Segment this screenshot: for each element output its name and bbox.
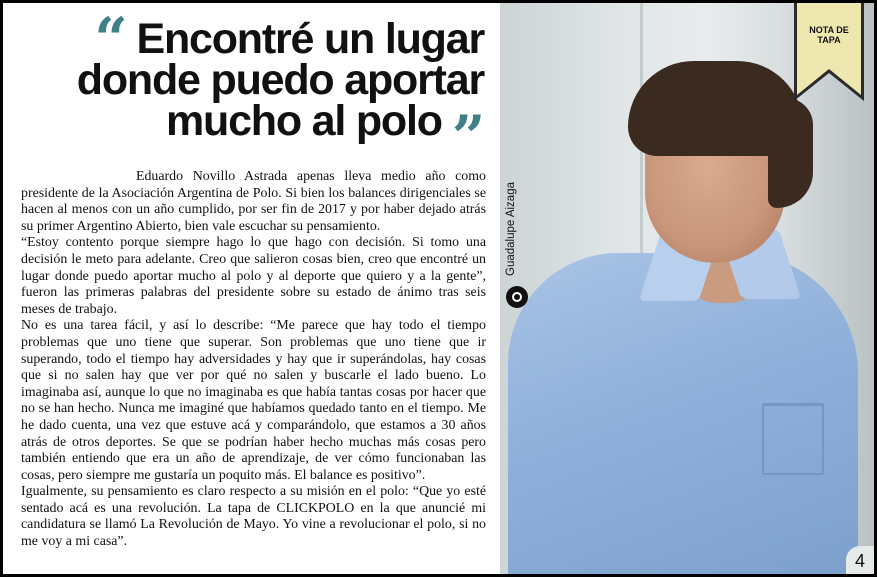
headline-line-1: “ Encontré un lugar [94, 5, 484, 73]
headline [21, 5, 486, 171]
page-number: 4 [846, 546, 874, 574]
photo-shirt-pocket [762, 403, 824, 475]
ribbon-label: NOTA DE TAPA [809, 25, 849, 45]
photo-credit-name: Guadalupe Aizaga [505, 182, 517, 276]
open-quote-mark: “ [94, 5, 127, 73]
article-column [3, 3, 500, 574]
article-paragraph: Igualmente, su pensamiento es claro respecto a su misión en el polo: “Que yo esté sentado acá es una revolución. La tapa de CLICKPOLO en la que anuncié mi candidatura se llamó La Revolución de Mayo. Yo vine a revolucionar el polo, si no me voy a mi casa”. [21, 484, 486, 550]
article-paragraph: Eduardo Novillo Astrada apenas lleva medio año como presidente de la Asociación Argentina de Polo. Si bien los balances dirigenciales se hacen al menos con un año cumplido, por ser fin de 2017 y por haber dejado atrás su primer Argentino Abierto, bien vale escuchar su pensamiento. [21, 169, 486, 234]
ribbon-shape [794, 3, 864, 103]
article-body [21, 169, 486, 551]
headline-line-2: donde puedo aportar [76, 56, 484, 104]
camera-icon [506, 286, 528, 308]
article-paragraph: “Estoy contento porque siempre hago lo que hago con decisión. Si tomo una decisión le meto para adelante. Creo que salieron cosas bien, creo que encontré un lugar donde puedo aportar mucho al polo y al deporte que quiero y a la gente”, fueron las primeras palabras del presidente sobre su estado de ánimo tras seis meses de trabajo. [21, 235, 486, 317]
article-paragraph: No es una tarea fácil, y así lo describe: “Me parece que hay todo el tiempo problemas que uno tiene que superar. Son problemas que uno tiene que ir superando, todo el tiempo hay adversidades y hay que ir superándolas, hay cosas que si no salen hay que ver por qué no salen y buscarle el lado bueno. Lo imaginaba así, aunque lo que no imaginaba es que había tantas cosas por hacer que no se han hecho. Nunca me imaginé que habíamos quedado tanto en el tiempo. Me he dado cuenta, una vez que estuve acá y comparándolo, que estamos a 30 años atrás de otros deportes. Se que se podrían haber hecho muchas más cosas pero también entiendo que era un año de aprendizaje, de ver cómo funcionaban las cosas, pero siempre me gustaría un poquito más. El balance es positivo”. [21, 318, 486, 483]
headline-line-3: mucho al polo ” [165, 97, 484, 171]
photo-hair-side [768, 98, 813, 208]
close-quote-mark: ” [451, 103, 484, 171]
section-ribbon [794, 3, 864, 103]
portrait-photo [500, 3, 874, 574]
